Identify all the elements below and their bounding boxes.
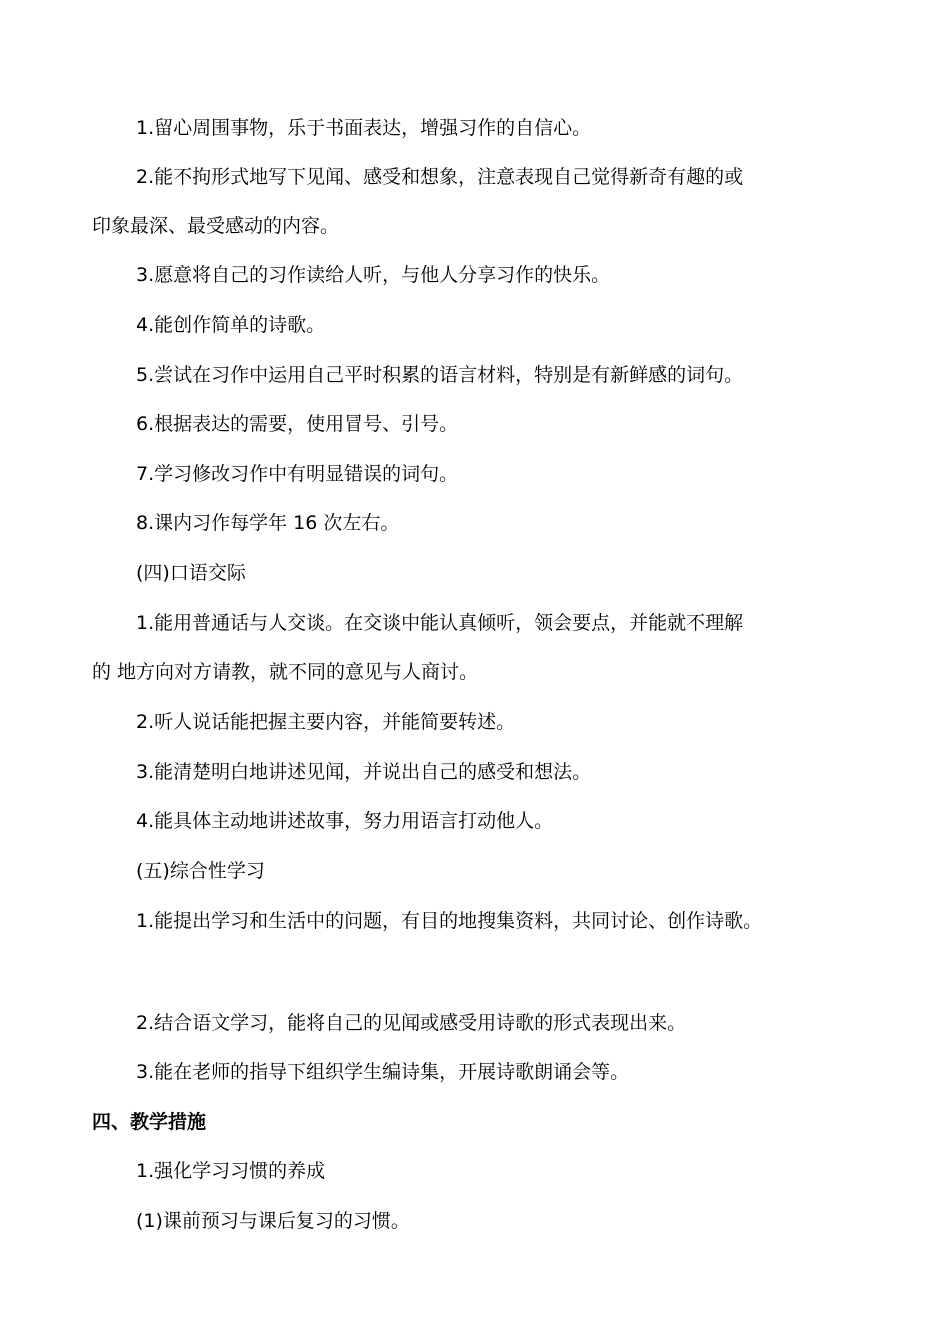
section-comprehensive-learning: (五)综合性学习 xyxy=(136,860,265,882)
paragraph-writing-7: 7.学习修改习作中有明显错误的词句。 xyxy=(136,463,459,485)
paragraph-writing-2-cont: 印象最深、最受感动的内容。 xyxy=(92,215,340,237)
paragraph-comprehensive-3: 3.能在老师的指导下组织学生编诗集，开展诗歌朗诵会等。 xyxy=(136,1061,630,1083)
paragraph-writing-6: 6.根据表达的需要，使用冒号、引号。 xyxy=(136,413,459,435)
paragraph-oral-1-cont: 的 地方向对方请教，就不同的意见与人商讨。 xyxy=(92,661,479,683)
section-heading-teaching-measures: 四、教学措施 xyxy=(92,1111,207,1133)
paragraph-comprehensive-1: 1.能提出学习和生活中的问题，有目的地搜集资料，共同讨论、创作诗歌。 xyxy=(136,910,763,932)
paragraph-writing-2: 2.能不拘形式地写下见闻、感受和想象，注意表现自己觉得新奇有趣的或 xyxy=(136,166,744,188)
paragraph-writing-4: 4.能创作简单的诗歌。 xyxy=(136,314,326,336)
paragraph-oral-1: 1.能用普通话与人交谈。在交谈中能认真倾听，领会要点，并能就不理解 xyxy=(136,612,744,634)
paragraph-oral-2: 2.听人说话能把握主要内容，并能简要转述。 xyxy=(136,711,516,733)
section-oral-communication: (四)口语交际 xyxy=(136,562,246,584)
paragraph-writing-3: 3.愿意将自己的习作读给人听，与他人分享习作的快乐。 xyxy=(136,264,611,286)
paragraph-writing-1: 1.留心周围事物，乐于书面表达，增强习作的自信心。 xyxy=(136,117,592,139)
paragraph-oral-3: 3.能清楚明白地讲述见闻，并说出自己的感受和想法。 xyxy=(136,761,592,783)
paragraph-measures-1-1: (1)课前预习与课后复习的习惯。 xyxy=(136,1210,410,1232)
paragraph-writing-8: 8.课内习作每学年 16 次左右。 xyxy=(136,512,400,534)
paragraph-measures-1: 1.强化学习习惯的养成 xyxy=(136,1160,326,1182)
paragraph-writing-5: 5.尝试在习作中运用自己平时积累的语言材料，特别是有新鲜感的词句。 xyxy=(136,364,744,386)
paragraph-oral-4: 4.能具体主动地讲述故事，努力用语言打动他人。 xyxy=(136,810,554,832)
paragraph-comprehensive-2: 2.结合语文学习，能将自己的见闻或感受用诗歌的形式表现出来。 xyxy=(136,1012,687,1034)
